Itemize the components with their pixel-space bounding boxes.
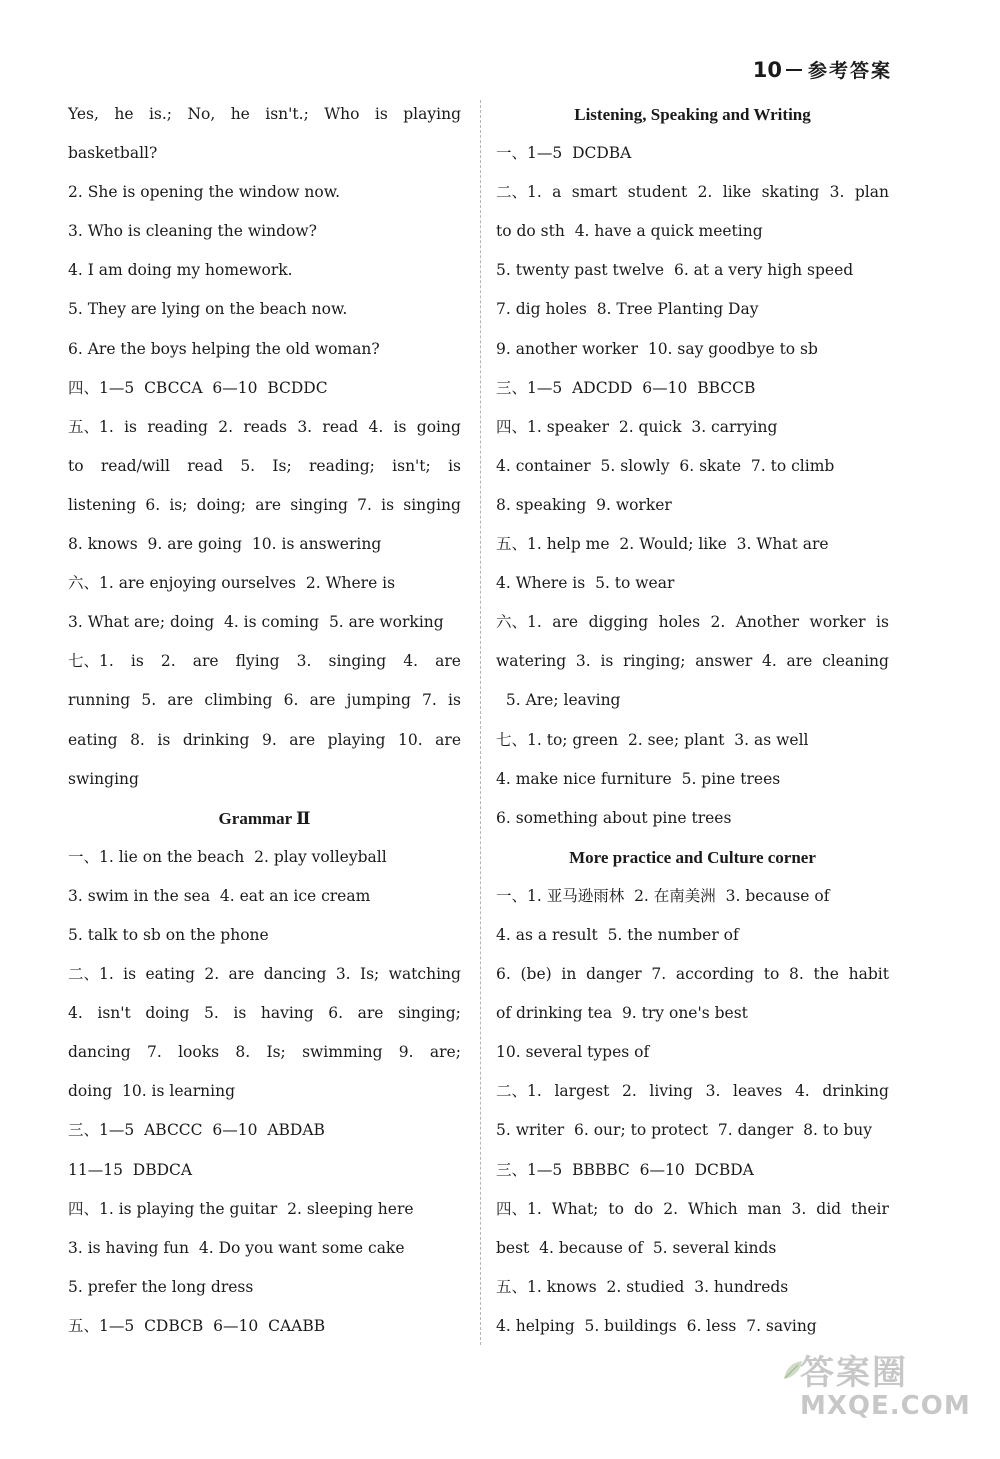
answer-text: of drinking tea 9. try one's best xyxy=(496,1004,748,1023)
answer-line: 四、1. What; to do 2. Which man 3. did their xyxy=(496,1199,889,1218)
answer-line xyxy=(68,173,461,212)
answer-text: to do sth 4. have a quick meeting xyxy=(496,222,763,241)
answer-text: 4. I am doing my homework. xyxy=(68,261,293,280)
answer-line xyxy=(68,1268,461,1307)
answer-line: Yes, he is.; No, he isn't.; Who is playing xyxy=(68,105,461,123)
answer-line xyxy=(496,447,889,486)
answer-line xyxy=(496,408,889,447)
answer-text: 一、1—5 DCDBA xyxy=(496,144,632,163)
answer-text: 五、1. knows 2. studied 3. hundreds xyxy=(496,1277,789,1296)
book-logo-icon xyxy=(753,58,802,82)
answer-line: to read/will read 5. Is; reading; isn't; is xyxy=(68,456,461,475)
answer-text: 4. helping 5. buildings 6. less 7. saving xyxy=(496,1316,817,1335)
answer-text: 三、1—5 ADCDD 6—10 BBCCB xyxy=(496,378,756,397)
answer-line xyxy=(496,916,889,955)
right-answer-column xyxy=(496,95,889,1346)
answer-text: 4. container 5. slowly 6. skate 7. to climb xyxy=(496,456,835,475)
answer-line xyxy=(68,290,461,329)
section-heading xyxy=(496,95,889,134)
section-heading xyxy=(496,838,889,877)
answer-line: listening 6. is; doing; are singing 7. is singing xyxy=(68,495,461,514)
answer-text: 9. another worker 10. say goodbye to sb xyxy=(496,339,818,358)
answer-line: 6. (be) in danger 7. according to 8. the habit xyxy=(496,965,889,984)
answer-text: 5. They are lying on the beach now. xyxy=(68,300,348,319)
answer-line xyxy=(496,1151,889,1190)
answer-line xyxy=(68,916,461,955)
answer-line xyxy=(68,251,461,290)
header-title: 参考答案 xyxy=(807,60,892,82)
answer-text: 4. Where is 5. to wear xyxy=(496,574,675,593)
answer-line xyxy=(496,525,889,564)
answer-line xyxy=(68,369,461,408)
answer-line xyxy=(496,330,889,369)
answer-text: 2. She is opening the window now. xyxy=(68,183,341,202)
answer-text: 5. talk to sb on the phone xyxy=(68,925,269,944)
section-heading-text: More practice and Culture corner xyxy=(569,847,816,867)
answer-text: 五、1. help me 2. Would; like 3. What are xyxy=(496,535,829,554)
logo-dash xyxy=(786,69,802,71)
watermark-url-text: MXQE.COM xyxy=(800,1391,971,1422)
answer-text: 3. What are; doing 4. is coming 5. are working xyxy=(68,613,444,632)
answer-text: 5. twenty past twelve 6. at a very high speed xyxy=(496,261,854,280)
answer-line xyxy=(496,721,889,760)
answer-line xyxy=(68,1229,461,1268)
answer-line xyxy=(68,838,461,877)
answer-line xyxy=(496,369,889,408)
page-header xyxy=(753,56,892,83)
answer-text: 8. speaking 9. worker xyxy=(496,495,672,514)
answer-text: 四、1—5 CBCCA 6—10 BCDDC xyxy=(68,378,328,397)
answer-line xyxy=(68,212,461,251)
answer-line xyxy=(496,994,889,1033)
answer-line xyxy=(68,525,461,564)
answer-text: best 4. because of 5. several kinds xyxy=(496,1238,777,1257)
answer-text: doing 10. is learning xyxy=(68,1082,236,1101)
answer-text: 11—15 DBDCA xyxy=(68,1160,193,1179)
answer-line xyxy=(68,603,461,642)
section-heading-text: Grammar Ⅱ xyxy=(218,808,311,828)
answer-text: 四、1. speaker 2. quick 3. carrying xyxy=(496,417,778,436)
answer-line xyxy=(496,212,889,251)
leaf-icon xyxy=(782,1359,804,1381)
answer-text: 6. Are the boys helping the old woman? xyxy=(68,339,380,358)
answer-line xyxy=(496,1268,889,1307)
left-answer-column xyxy=(68,95,461,1346)
answer-text: 6. something about pine trees xyxy=(496,808,732,827)
answer-line: 二、1. a smart student 2. like skating 3. plan xyxy=(496,183,889,202)
answer-line xyxy=(68,1072,461,1111)
answer-line xyxy=(496,799,889,838)
answer-line: eating 8. is drinking 9. are playing 10. are xyxy=(68,730,461,749)
answer-line: running 5. are climbing 6. are jumping 7. is xyxy=(68,691,461,710)
answer-text: 4. make nice furniture 5. pine trees xyxy=(496,769,781,788)
answer-text: swinging xyxy=(68,769,139,788)
answer-line xyxy=(496,251,889,290)
answer-text: 三、1—5 ABCCC 6—10 ABDAB xyxy=(68,1121,325,1140)
logo-text: 10 xyxy=(752,57,782,82)
answer-line xyxy=(68,760,461,799)
answer-line xyxy=(496,486,889,525)
answer-text: 4. as a result 5. the number of xyxy=(496,925,739,944)
answer-line xyxy=(496,564,889,603)
answer-line: 七、1. is 2. are flying 3. singing 4. are xyxy=(68,652,461,671)
answer-text: 8. knows 9. are going 10. is answering xyxy=(68,535,382,554)
answer-line xyxy=(68,1111,461,1150)
answer-text: 一、1. 亚马逊雨林 2. 在南美洲 3. because of xyxy=(496,886,830,905)
answer-line: 六、1. are digging holes 2. Another worker is xyxy=(496,613,889,632)
answer-text: 5. Are; leaving xyxy=(496,691,621,710)
answer-line xyxy=(68,134,461,173)
answer-line xyxy=(496,760,889,799)
answer-line xyxy=(68,1151,461,1190)
answer-line: 4. isn't doing 5. is having 6. are singing; xyxy=(68,1004,461,1023)
answer-line xyxy=(68,1307,461,1346)
watermark-top-text: 答案圈 xyxy=(800,1353,908,1393)
answer-line xyxy=(496,290,889,329)
answer-text: 五、1—5 CDBCB 6—10 CAABB xyxy=(68,1316,326,1335)
answer-line xyxy=(496,1229,889,1268)
section-heading-text: Listening, Speaking and Writing xyxy=(574,105,811,124)
answer-text: 7. dig holes 8. Tree Planting Day xyxy=(496,300,759,319)
answer-text: 一、1. lie on the beach 2. play volleyball xyxy=(68,847,387,866)
answer-text: 3. is having fun 4. Do you want some cake xyxy=(68,1238,405,1257)
answer-text: 5. prefer the long dress xyxy=(68,1277,254,1296)
answer-line xyxy=(496,1111,889,1150)
answer-line xyxy=(496,1033,889,1072)
answer-line xyxy=(68,330,461,369)
answer-text: 七、1. to; green 2. see; plant 3. as well xyxy=(496,730,809,749)
answer-text: 六、1. are enjoying ourselves 2. Where is xyxy=(68,574,396,593)
answer-text: 3. swim in the sea 4. eat an ice cream xyxy=(68,886,371,905)
answer-line: 五、1. is reading 2. reads 3. read 4. is going xyxy=(68,417,461,436)
answer-line xyxy=(496,877,889,916)
answer-line: dancing 7. looks 8. Is; swimming 9. are; xyxy=(68,1043,461,1062)
answer-line: 二、1. largest 2. living 3. leaves 4. drinking xyxy=(496,1082,889,1101)
answer-text: 3. Who is cleaning the window? xyxy=(68,222,317,241)
answer-line xyxy=(496,134,889,173)
answer-line xyxy=(68,564,461,603)
answer-line: 二、1. is eating 2. are dancing 3. Is; watching xyxy=(68,965,461,984)
answer-text: 10. several types of xyxy=(496,1043,650,1062)
answer-line: watering 3. is ringing; answer 4. are cleaning xyxy=(496,652,889,671)
answer-text: 四、1. is playing the guitar 2. sleeping here xyxy=(68,1199,414,1218)
site-watermark xyxy=(800,1355,971,1421)
answer-text: basketball? xyxy=(68,144,158,163)
answer-line xyxy=(496,1307,889,1346)
column-divider xyxy=(480,100,481,1345)
section-heading xyxy=(68,799,461,838)
answer-line xyxy=(496,681,889,720)
answer-text: 5. writer 6. our; to protect 7. danger 8. to buy xyxy=(496,1121,873,1140)
answer-line xyxy=(68,1190,461,1229)
answer-text: 三、1—5 BBBBC 6—10 DCBDA xyxy=(496,1160,754,1179)
answer-line xyxy=(68,877,461,916)
